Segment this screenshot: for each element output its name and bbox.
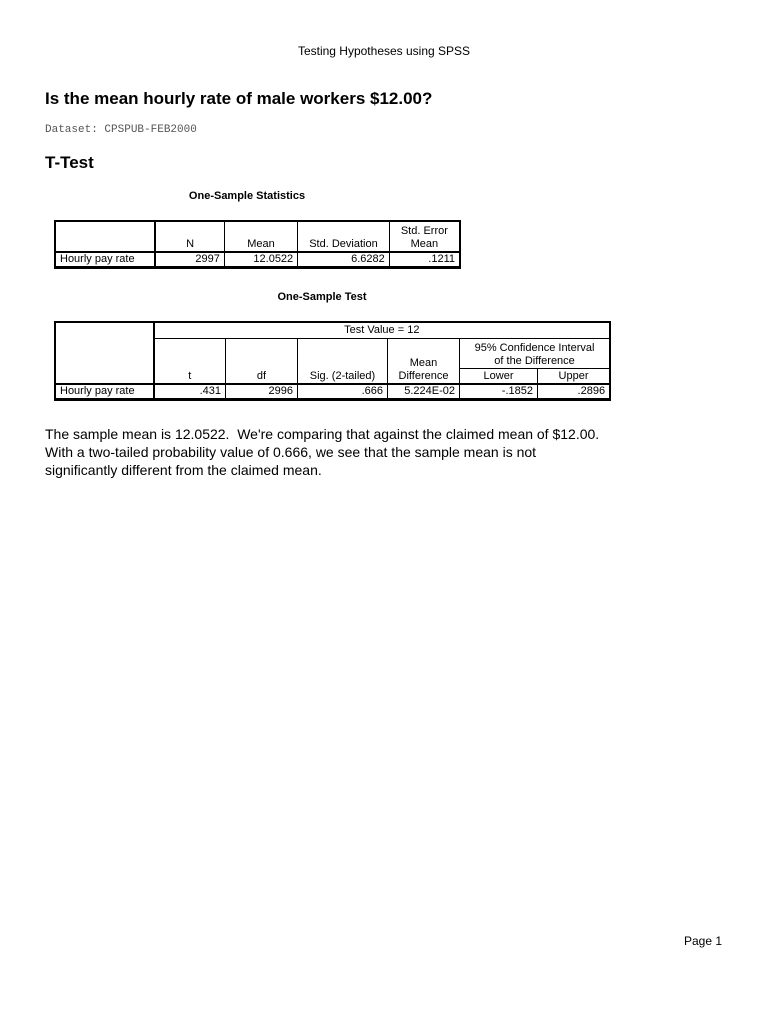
- question-heading: Is the mean hourly rate of male workers $12.00?: [45, 89, 433, 108]
- test-header-mean-diff-line2: Difference: [398, 369, 449, 382]
- stats-corner-cell: [56, 222, 156, 252]
- page-number: Page 1: [684, 934, 723, 948]
- test-cell-mean-diff: 5.224E-02: [388, 384, 460, 399]
- test-header-ci-line2: of the Difference: [494, 355, 575, 367]
- test-header-ci-line1: 95% Confidence Interval: [474, 342, 595, 354]
- t-test-heading: T-Test: [45, 153, 94, 172]
- one-sample-statistics-table: [55, 221, 460, 268]
- stats-header-std-dev: Std. Deviation: [298, 222, 390, 252]
- test-cell-sig: .666: [298, 384, 388, 399]
- test-header-upper: Upper: [538, 369, 610, 384]
- conclusion-paragraph: [45, 425, 735, 479]
- stats-table-title: One-Sample Statistics: [188, 190, 306, 202]
- stats-table-row: [56, 252, 460, 267]
- test-cell-upper: .2896: [538, 384, 610, 399]
- test-table-title: One-Sample Test: [277, 291, 367, 303]
- stats-header-std-err-line2: Mean: [410, 237, 439, 250]
- test-table-row: [56, 384, 610, 399]
- test-header-mean-diff-line1: Mean: [409, 356, 438, 369]
- test-header-ci: [460, 339, 610, 369]
- test-header-sig: Sig. (2-tailed): [298, 339, 388, 384]
- stats-cell-n: 2997: [155, 252, 224, 267]
- test-header-lower: Lower: [460, 369, 538, 384]
- dataset-label: Dataset: CPSPUB-FEB2000: [45, 124, 197, 136]
- stats-cell-std-err: .1211: [389, 252, 459, 267]
- conclusion-line-3: significantly different from the claimed mean.: [45, 462, 322, 478]
- conclusion-line-2: With a two-tailed probability value of 0.666, we see that the sample mean is not: [45, 444, 537, 460]
- stats-cell-std-dev: 6.6282: [298, 252, 390, 267]
- test-header-mean-diff: [388, 339, 460, 384]
- test-corner-cell: [56, 323, 154, 384]
- test-cell-lower: -.1852: [460, 384, 538, 399]
- stats-header-std-err: [389, 222, 459, 252]
- stats-header-std-err-line1: Std. Error: [400, 224, 448, 237]
- test-header-t: t: [154, 339, 226, 384]
- one-sample-test-table: [55, 322, 610, 400]
- test-cell-df: 2996: [226, 384, 298, 399]
- stats-cell-mean: 12.0522: [224, 252, 297, 267]
- stats-header-n: N: [155, 222, 224, 252]
- stats-header-mean: Mean: [224, 222, 297, 252]
- page-header-title: Testing Hypotheses using SPSS: [297, 44, 471, 58]
- test-row-label: Hourly pay rate: [56, 384, 154, 399]
- test-cell-t: .431: [154, 384, 226, 399]
- test-header-df: df: [226, 339, 298, 384]
- conclusion-line-1: The sample mean is 12.0522. We're comparing that against the claimed mean of $12.00.: [45, 426, 600, 442]
- stats-row-label: Hourly pay rate: [56, 252, 156, 267]
- test-value-header: Test Value = 12: [154, 323, 610, 339]
